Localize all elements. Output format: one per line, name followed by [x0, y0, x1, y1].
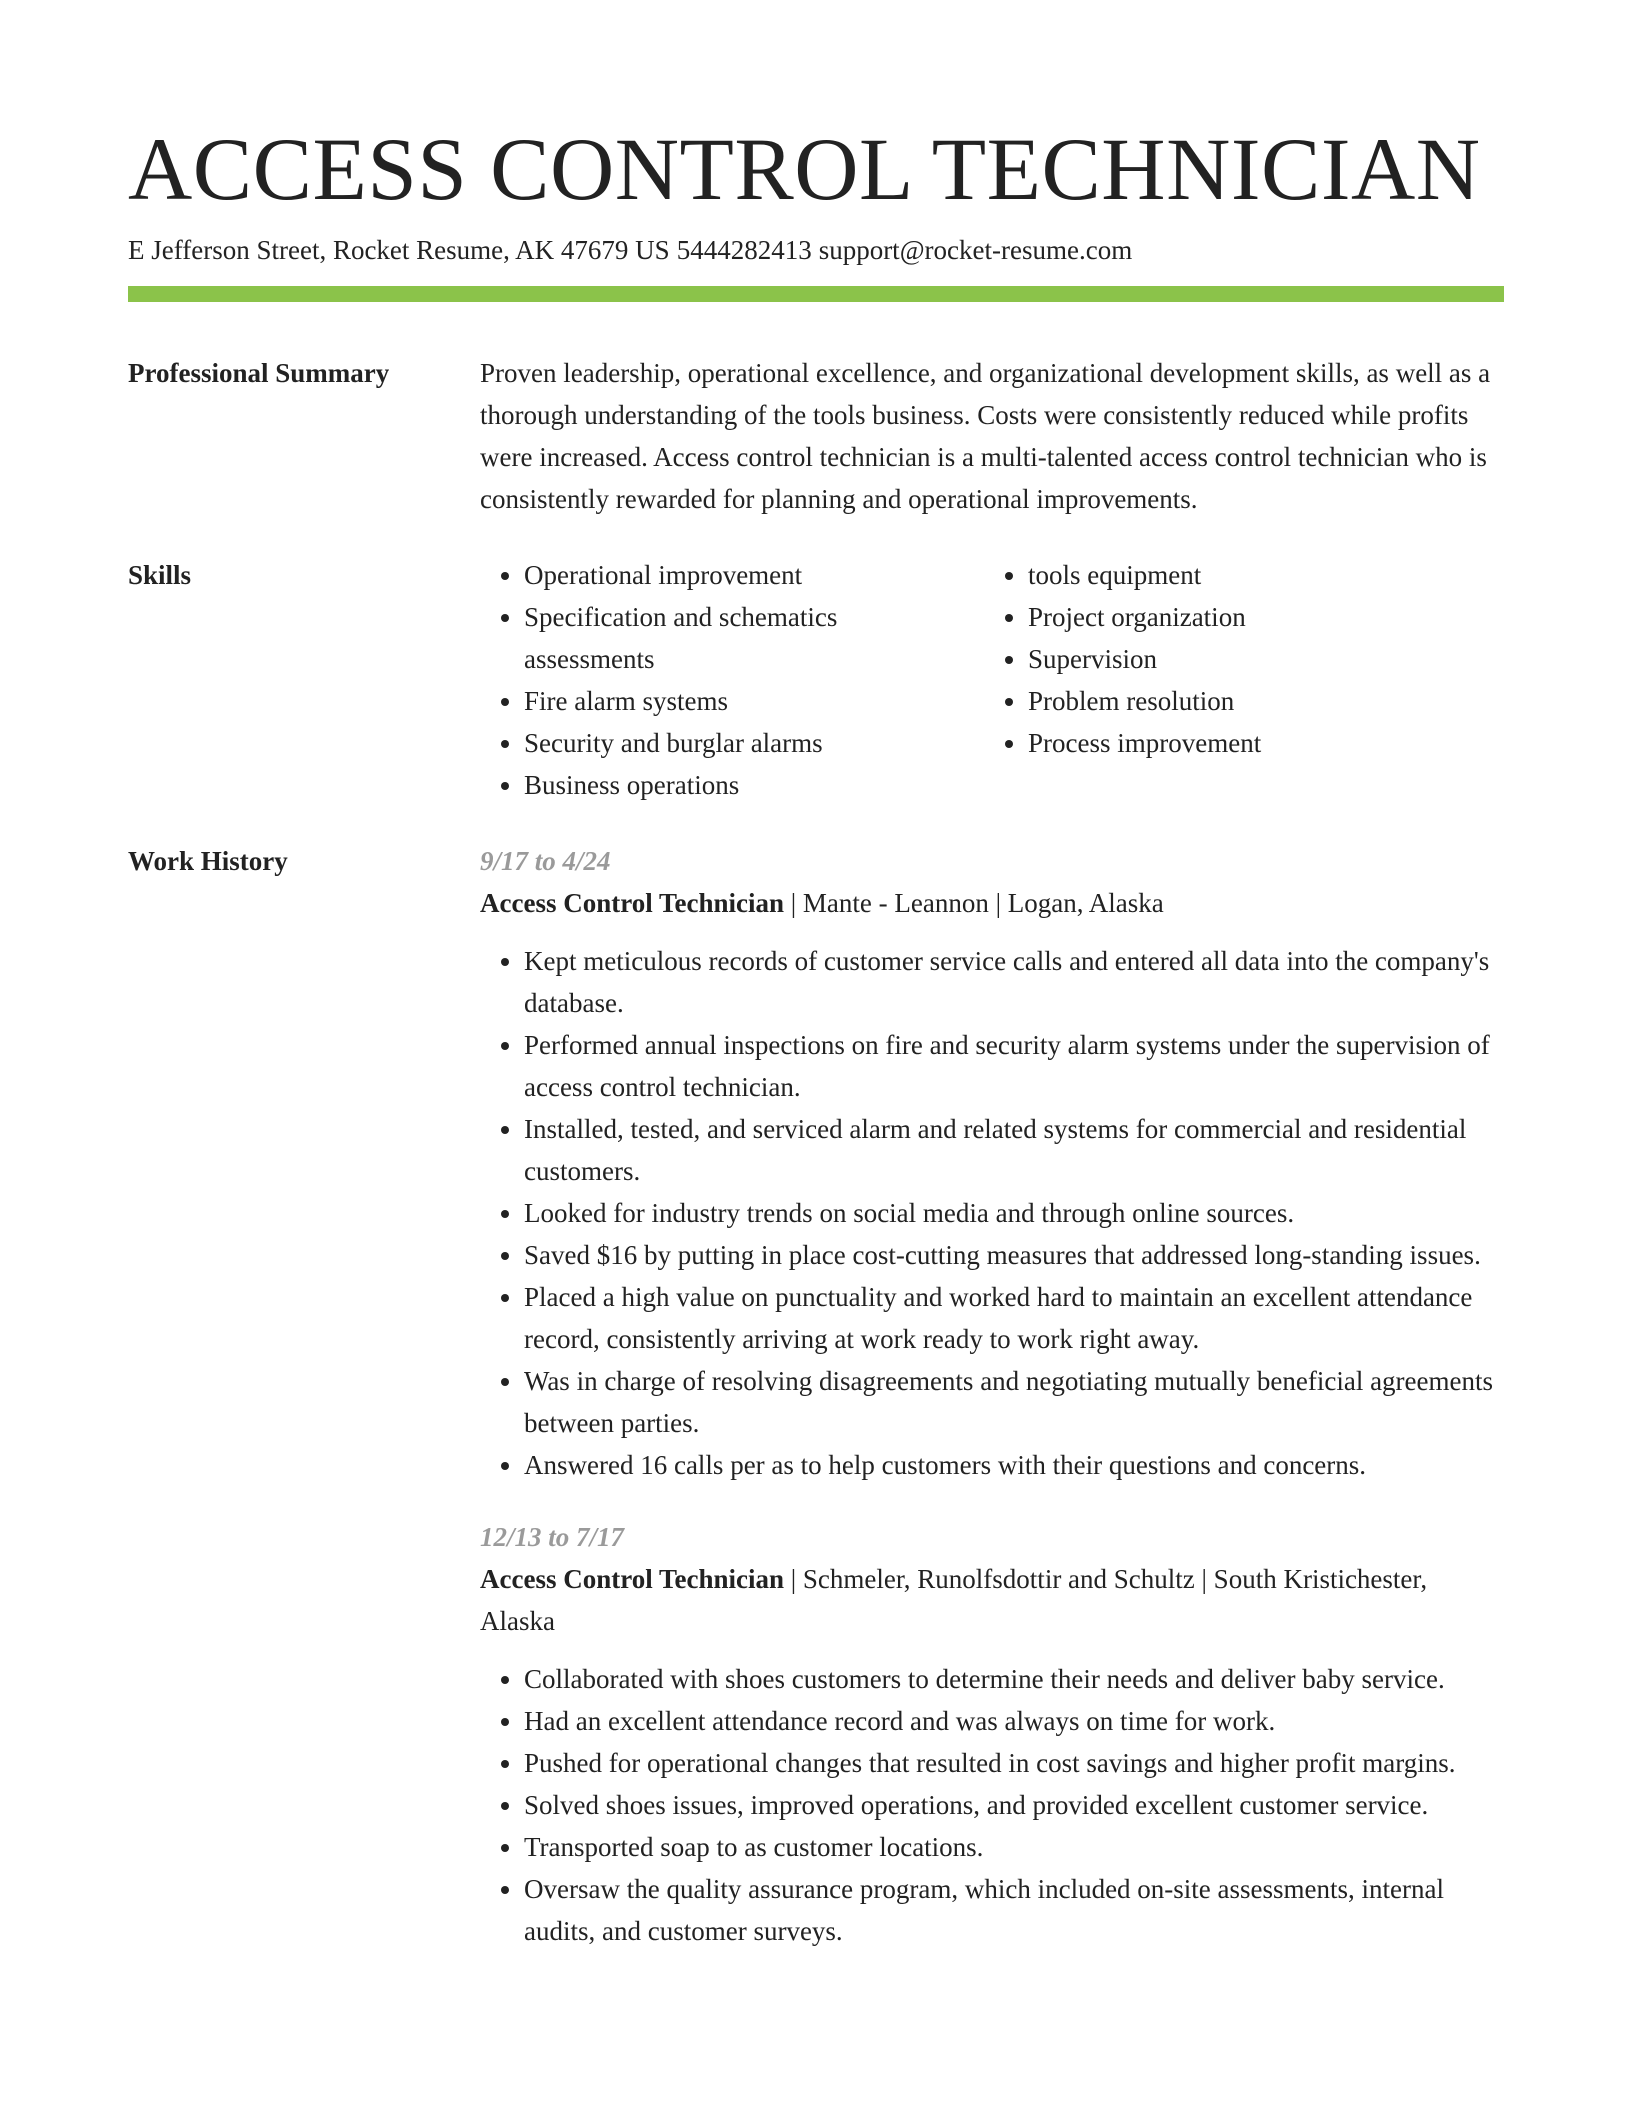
skill-item: • Specification and schematics assessments [524, 596, 984, 680]
skill-item: • tools equipment [1028, 554, 1488, 596]
job-bullet: • Kept meticulous records of customer service calls and entered all data into the company's database. [524, 940, 1504, 1024]
skill-item: • Business operations [524, 764, 984, 806]
skill-item: • Supervision [1028, 638, 1488, 680]
job-heading [480, 1558, 1504, 1642]
job-bullet: • Transported soap to as customer locations. [524, 1826, 1504, 1868]
job-bullet: • Saved $16 by putting in place cost-cutting measures that addressed long-standing issues. [524, 1234, 1504, 1276]
summary-text: Proven leadership, operational excellence, and organizational development skills, as well as a thorough understanding of the tools business. Costs were consistently reduced while profits were increased. Access control technician is a multi-talented access control technician who is consistently rewarded for planning and operational improvements. [480, 358, 1491, 514]
job-bullet: • Answered 16 calls per as to help customers with their questions and concerns. [524, 1444, 1504, 1486]
skill-item: • Security and burglar alarms [524, 722, 984, 764]
header-divider [128, 286, 1504, 302]
job-bullet: • Looked for industry trends on social media and through online sources. [524, 1192, 1504, 1234]
skill-item: • Problem resolution [1028, 680, 1488, 722]
contact-phone: 5444282413 [676, 235, 812, 265]
job-entry [480, 1516, 1504, 1952]
resume-name: ACCESS CONTROL TECHNICIAN [128, 121, 1481, 219]
job-dates: 9/17 to 4/24 [480, 846, 611, 876]
job-bullet: • Oversaw the quality assurance program, which included on-site assessments, internal audits, and customer surveys. [524, 1868, 1504, 1952]
job-bullet-list [480, 1658, 1504, 1952]
job-details: | Schmeler, Runolfsdottir and Schultz | South Kristichester, Alaska [480, 1564, 1428, 1636]
job-heading [480, 882, 1504, 924]
job-title: Access Control Technician [480, 888, 785, 918]
contact-address: E Jefferson Street, Rocket Resume, AK 47679 US [128, 235, 670, 265]
skills-section [128, 554, 1504, 806]
job-bullet: • Had an excellent attendance record and was always on time for work. [524, 1700, 1504, 1742]
skills-list-right [984, 554, 1488, 764]
summary-heading: Professional Summary [128, 358, 390, 388]
skills-list-left [480, 554, 984, 806]
job-bullet: • Installed, tested, and serviced alarm and related systems for commercial and residential customers. [524, 1108, 1504, 1192]
job-details: | Mante - Leannon | Logan, Alaska [784, 888, 1164, 918]
job-bullet: • Collaborated with shoes customers to determine their needs and deliver baby service. [524, 1658, 1504, 1700]
work-history-section [128, 840, 1504, 1952]
job-dates: 12/13 to 7/17 [480, 1522, 625, 1552]
job-bullet: • Placed a high value on punctuality and worked hard to maintain an excellent attendance record, consistently arriving at work ready to work right away. [524, 1276, 1504, 1360]
job-bullet: • Solved shoes issues, improved operations, and provided excellent customer service. [524, 1784, 1504, 1826]
summary-section [128, 352, 1504, 520]
job-bullet: • Was in charge of resolving disagreements and negotiating mutually beneficial agreements between parties. [524, 1360, 1504, 1444]
work-history-heading: Work History [128, 846, 288, 876]
skill-item: • Project organization [1028, 596, 1488, 638]
job-entry [480, 840, 1504, 1486]
skill-item: • Operational improvement [524, 554, 984, 596]
contact-line [128, 232, 1504, 268]
job-bullet-list [480, 940, 1504, 1486]
skills-heading: Skills [128, 560, 192, 590]
job-title: Access Control Technician [480, 1564, 785, 1594]
skill-item: • Process improvement [1028, 722, 1488, 764]
job-bullet: • Pushed for operational changes that resulted in cost savings and higher profit margins. [524, 1742, 1504, 1784]
contact-email: support@rocket-resume.com [818, 235, 1133, 265]
job-bullet: • Performed annual inspections on fire and security alarm systems under the supervision of access control technician. [524, 1024, 1504, 1108]
skill-item: • Fire alarm systems [524, 680, 984, 722]
